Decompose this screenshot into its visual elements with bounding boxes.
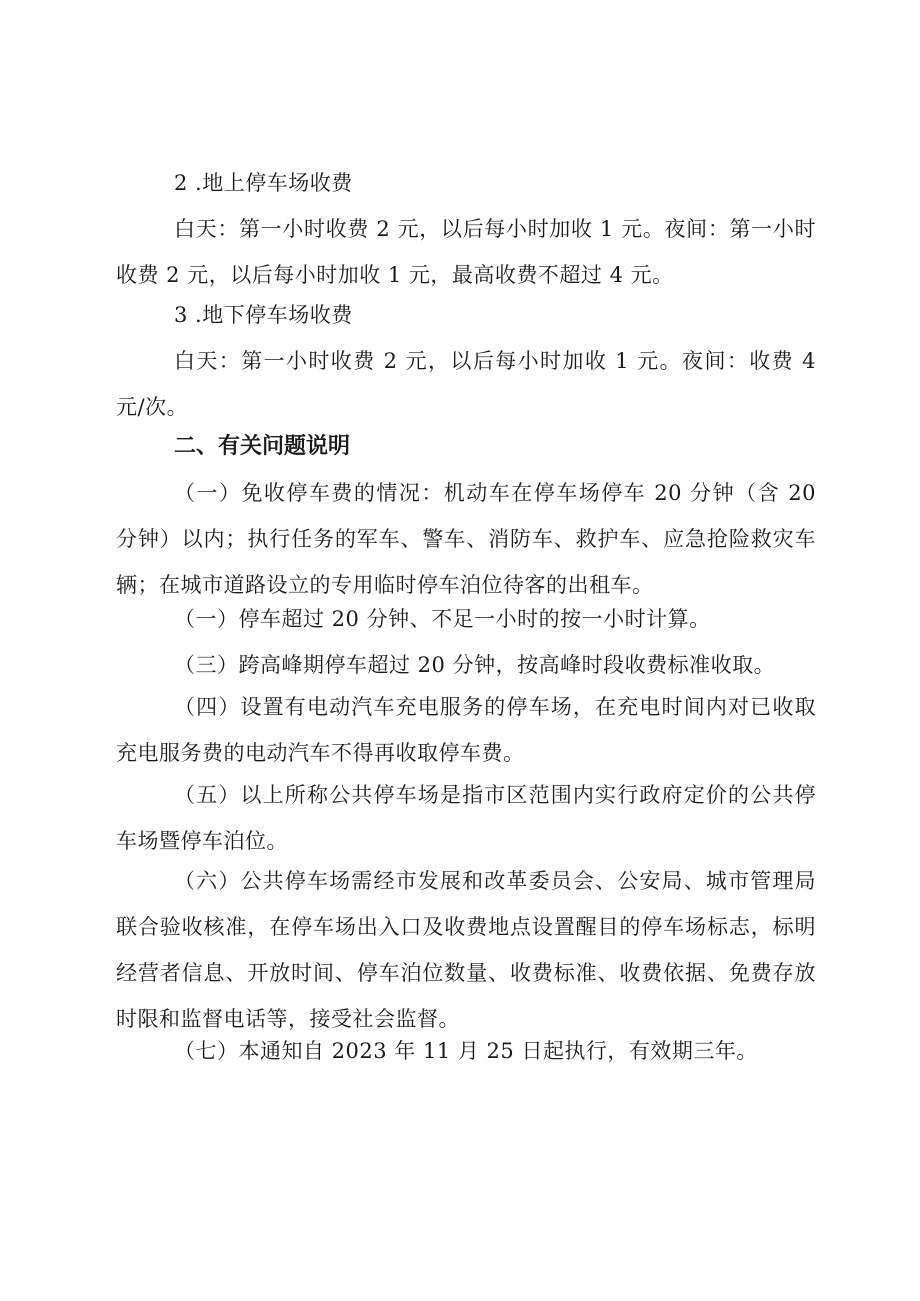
section-3-title: 3 .地下停车场收费 [174,303,353,327]
section-2-title: 2 .地上停车场收费 [174,171,353,195]
paragraph-item-6: （六）公共停车场需经市发展和改革委员会、公安局、城市管理局联合验收核准，在停车场出入口及收费地点设置醒目的停车场标志，标明经营者信息、开放时间、停车泊位数量、收费标准、收费依据、免费存放时限和监督电话等，接受社会监督。 [116,869,816,1031]
section-heading: 二、有关问题说明 [174,434,351,459]
paragraph-item-4: （四）设置有电动汽车充电服务的停车场，在充电时间内对已收取充电服务费的电动汽车不得再收取停车费。 [116,695,816,765]
section-3-body: 白天：第一小时收费 2 元，以后每小时加收 1 元。夜间：收费 4 元/次。 [116,349,816,419]
section-2-body: 白天：第一小时收费 2 元，以后每小时加收 1 元。夜间：第一小时收费 2 元，以后每小时加收 1 元，最高收费不超过 4 元。 [116,217,816,287]
paragraph-item-1: （一）免收停车费的情况：机动车在停车场停车 20 分钟（含 20 分钟）以内；执行任务的军车、警车、消防车、救护车、应急抢险救灾车辆；在城市道路设立的专用临时停车泊位待客的出租车。 [116,481,816,597]
paragraph-item-2: （一）停车超过 20 分钟、不足一小时的按一小时计算。 [174,607,711,631]
paragraph-item-5: （五）以上所称公共停车场是指市区范围内实行政府定价的公共停车场暨停车泊位。 [116,783,816,853]
paragraph-item-7: （七）本通知自 2023 年 11 月 25 日起执行，有效期三年。 [174,1039,758,1063]
paragraph-item-3: （三）跨高峰期停车超过 20 分钟，按高峰时段收费标准收取。 [174,653,776,677]
